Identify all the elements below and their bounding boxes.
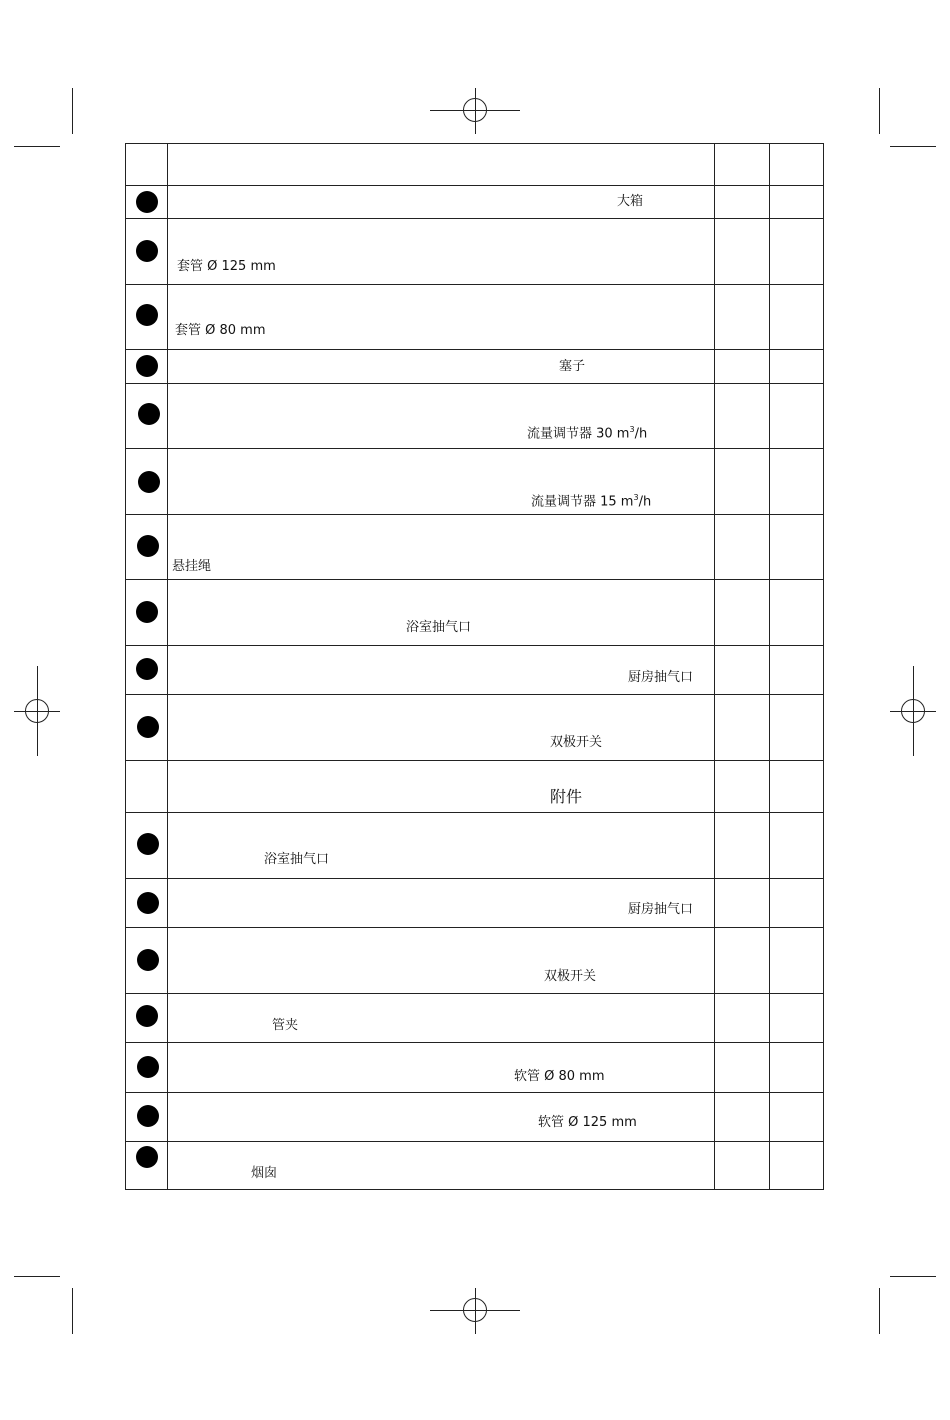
item-bullet-icon [136,1005,158,1027]
item-bullet-icon [137,949,159,971]
table-header-row [126,144,823,185]
item-label: 双极开关 [550,735,603,750]
accessories-heading: 附件 [550,787,583,806]
table-row [126,694,823,760]
item-bullet-icon [136,601,158,623]
item-label: 厨房抽气口 [628,670,694,685]
item-bullet-icon [138,403,160,425]
item-label: 浴室抽气口 [264,852,330,867]
table-row [126,1141,823,1190]
table-row [126,284,823,349]
item-label: 流量调节器 15 $m^3/h$ [531,493,652,510]
table-row [126,383,823,448]
item-bullet-icon [137,1105,159,1127]
item-label: 软管 Ø 80 mm [514,1069,605,1084]
item-label: 双极开关 [544,969,597,984]
crop-mark [14,1276,60,1277]
table-row [126,1042,823,1092]
crop-mark [72,1288,73,1334]
item-label: 悬挂绳 [172,559,212,574]
parts-table [125,143,824,1190]
item-bullet-icon [137,535,159,557]
item-bullet-icon [136,240,158,262]
item-bullet-icon [136,355,158,377]
item-label: 套管 Ø 125 mm [177,259,276,274]
table-row [126,514,823,579]
table-row [126,218,823,284]
item-bullet-icon [136,658,158,680]
crop-mark [72,88,73,134]
table-row [126,185,823,218]
item-bullet-icon [136,1146,158,1168]
item-label: 浴室抽气口 [406,620,472,635]
item-bullet-icon [137,716,159,738]
item-label: 大箱 [617,194,644,209]
item-bullet-icon [137,1056,159,1078]
table-row [126,993,823,1042]
item-bullet-icon [136,191,158,213]
item-label: 烟囱 [251,1166,278,1181]
item-bullet-icon [136,304,158,326]
table-row [126,878,823,927]
item-label: 软管 Ø 125 mm [538,1115,637,1130]
table-row [126,349,823,383]
table-row [126,812,823,878]
table-row [126,579,823,645]
item-label: 厨房抽气口 [628,902,694,917]
item-bullet-icon [138,471,160,493]
table-row [126,1092,823,1141]
item-label: 塞子 [559,359,586,374]
item-label: 管夹 [272,1018,299,1033]
item-label: 套管 Ø 80 mm [175,323,266,338]
item-label: 流量调节器 30 $m^3/h$ [527,425,648,442]
accessories-heading-row [126,760,823,812]
crop-mark [890,1276,936,1277]
item-bullet-icon [137,892,159,914]
table-row [126,927,823,993]
crop-mark [890,146,936,147]
item-bullet-icon [137,833,159,855]
crop-mark [879,88,880,134]
crop-mark [879,1288,880,1334]
table-row [126,645,823,694]
table-row [126,448,823,514]
crop-mark [14,146,60,147]
